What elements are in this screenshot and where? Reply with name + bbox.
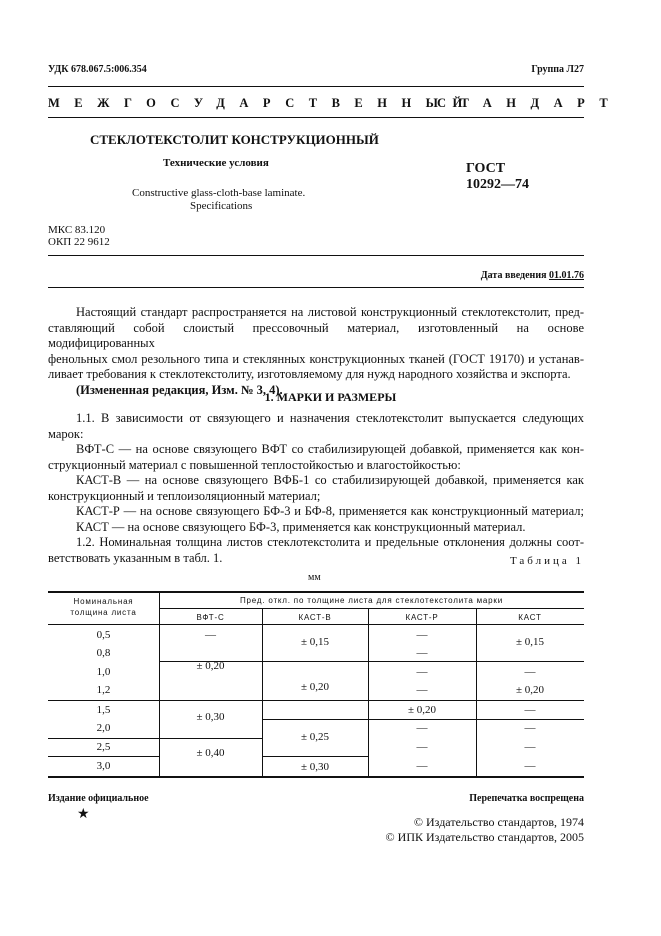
kast-r-cell: ± 0,20 [407, 704, 437, 716]
kast-cell: — [524, 741, 536, 753]
kast-v-cell: ± 0,30 [300, 761, 330, 773]
table-rule [262, 719, 368, 720]
text-line: фенольных смол резольного типа и стеклянных конструкционных тканей (ГОСТ 19170) и устанав- [48, 351, 584, 366]
header-grade-kast-v: КАСТ-В [298, 613, 332, 622]
gost-label: ГОСТ [466, 161, 506, 176]
kast-cell: — [524, 666, 536, 678]
kast-v-cell: ± 0,15 [300, 636, 330, 648]
text-line: струкционный материал с повышенной теплостойкостью и влагостойкостью: [48, 457, 461, 472]
thickness-cell: 1,5 [96, 704, 111, 716]
mks-code: МКС 83.120 [48, 224, 106, 236]
text-line: Настоящий стандарт распространяется на листовой конструкционный стеклотекстолит, пред- [76, 305, 584, 319]
kast-v-cell: ± 0,20 [300, 681, 330, 693]
kast-r-cell: — [416, 629, 428, 641]
thickness-cell: 1,2 [96, 684, 111, 696]
vft-c-cell: ± 0,30 [196, 711, 225, 723]
star-icon: ★ [77, 807, 90, 822]
thickness-cell: 2,5 [96, 741, 111, 753]
kast-r-cell: — [416, 647, 428, 659]
table-rule [48, 700, 584, 701]
thickness-cell: 0,8 [96, 647, 111, 659]
introduction-date-label: Дата введения [480, 270, 547, 281]
kast-v-cell: ± 0,25 [300, 731, 330, 743]
text-line: КАСТ-Р — на основе связующего БФ-3 и БФ-8, применяется как конструкционный материал; [76, 504, 584, 518]
thickness-cell: 1,0 [96, 666, 111, 678]
text-line: ветствовать указанным в табл. 1. [48, 550, 223, 565]
text-line: конструкционный и теплоизоляционный материал; [48, 488, 321, 503]
header-group: Пред. откл. по толщине листа для стеклотекстолита марки [239, 596, 503, 605]
english-title-line1: Constructive glass-cloth-base laminate. [132, 187, 306, 199]
kast-r-cell: — [416, 760, 428, 772]
header-grade-vft-c: ВФТ-С [196, 613, 225, 622]
table-rule [48, 756, 159, 757]
header-thickness-line2: толщина листа [70, 608, 137, 617]
document-subtitle: Технические условия [163, 157, 269, 169]
kast-cell: — [524, 722, 536, 734]
text-line: марок: [48, 426, 84, 441]
kast-cell: ± 0,20 [515, 684, 545, 696]
table-rule [159, 738, 262, 739]
copyright-line1: © Издательство стандартов, 1974 [413, 815, 584, 829]
kast-r-cell: — [416, 722, 428, 734]
thickness-cell: 0,5 [96, 629, 111, 641]
kast-cell: ± 0,15 [515, 636, 545, 648]
text-line: КАСТ — на основе связующего БФ-3, применяется как конструкционный материал. [76, 519, 526, 534]
thickness-cell: 2,0 [96, 722, 111, 734]
kast-cell: — [524, 760, 536, 772]
header-grade-kast: КАСТ [518, 613, 542, 622]
document-title: СТЕКЛОТЕКСТОЛИТ КОНСТРУКЦИОННЫЙ [90, 132, 379, 147]
udk-code: УДК 678.067.5:006.354 [48, 64, 147, 75]
reprint-notice: Перепечатка воспрещена [469, 793, 584, 804]
section-heading: 1. МАРКИ И РАЗМЕРЫ [264, 390, 397, 404]
table-rule [48, 591, 584, 593]
table-rule [48, 624, 584, 625]
introduction-date-value: 01.01.76 [549, 270, 584, 281]
copyright-line2: © ИПК Издательство стандартов, 2005 [385, 830, 584, 844]
table-rule [159, 608, 584, 609]
kast-r-cell: — [416, 741, 428, 753]
table-caption: Таблица 1 [509, 555, 584, 567]
header-grade-kast-r: КАСТ-Р [405, 613, 439, 622]
vft-c-cell: ± 0,20 [196, 660, 225, 672]
table-unit: мм [308, 572, 321, 583]
text-line: ВФТ-С — на основе связующего ВФТ со стабилизирующей добавкой, применяется как кон- [76, 442, 584, 456]
table-rule [368, 661, 476, 662]
banner-standard: СТАНДАРТ [437, 96, 623, 110]
text-line: 1.2. Номинальная толщина листов стеклотекстолита и предельные отклонения должны соот- [76, 535, 584, 549]
group-code: Группа Л27 [531, 64, 584, 75]
table-rule [262, 756, 368, 757]
okp-code: ОКП 22 9612 [48, 236, 110, 248]
edition-note: (Измененная редакция, Изм. № 3, 4). [76, 382, 283, 397]
thickness-cell: 3,0 [96, 760, 111, 772]
kast-cell: — [524, 704, 536, 716]
vft-c-cell: — [205, 629, 216, 641]
vft-c-cell: ± 0,40 [196, 747, 225, 759]
text-line: КАСТ-В — на основе связующего ВФБ-1 со стабилизирующей добавкой, применяется как [76, 473, 584, 487]
text-line: 1.1. В зависимости от связующего и назначения стеклотекстолит выпускается следующих [76, 411, 584, 425]
text-line: ливает требования к стеклотекстолиту, изготовляемому для нужд народного хозяйства и экспорта. [48, 367, 571, 381]
official-edition-label: Издание официальное [48, 793, 149, 804]
kast-r-cell: — [416, 666, 428, 678]
kast-r-cell: — [416, 684, 428, 696]
table-rule [48, 776, 584, 778]
table-rule [476, 661, 584, 662]
table-rule [48, 738, 159, 739]
header-thickness-line1: Номинальная [73, 597, 134, 606]
gost-number: 10292—74 [466, 177, 529, 192]
banner-interstate: МЕЖГОСУДАРСТВЕННЫЙ [48, 96, 477, 110]
text-line: ставляющий собой слоистый прессовочный материал, изготовленный на основе модифицированных [48, 320, 584, 350]
table-rule [262, 661, 368, 662]
english-title-line2: Specifications [190, 200, 253, 212]
